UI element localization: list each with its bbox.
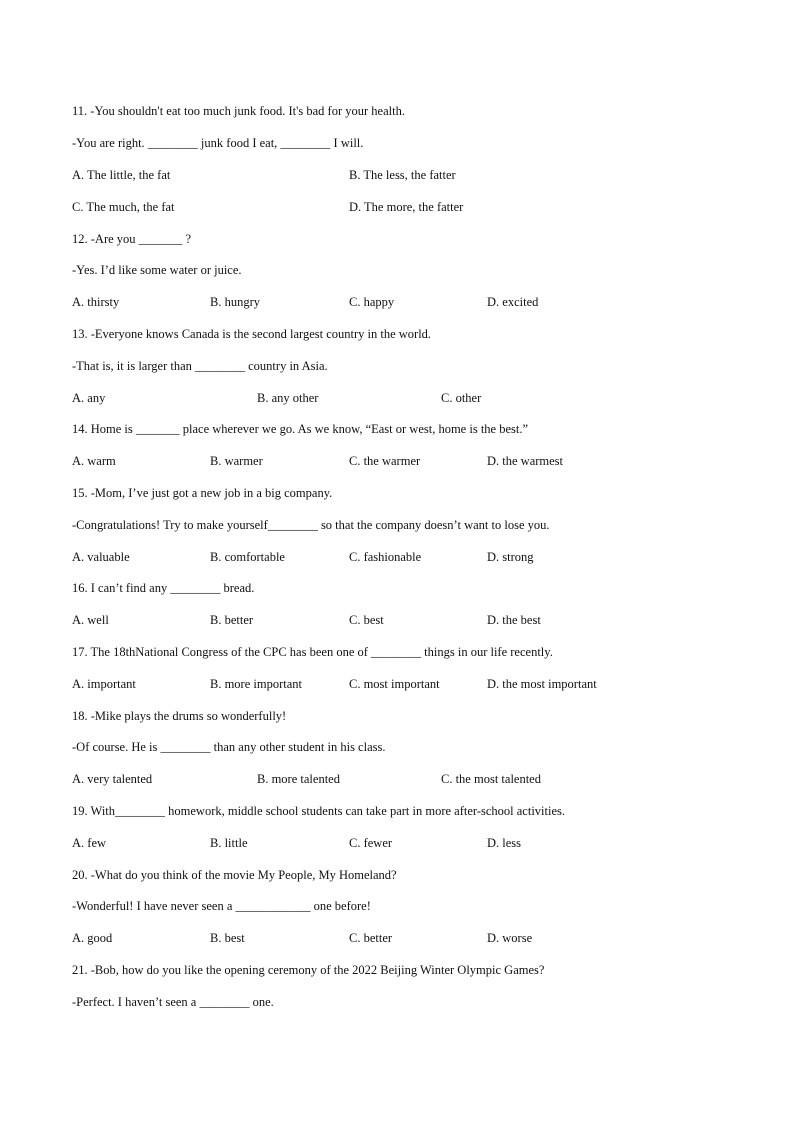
question-12-option-c[interactable]: C. happy: [349, 295, 395, 309]
question-17-option-b[interactable]: B. more important: [210, 677, 302, 691]
question-20-option-d[interactable]: D. worse: [487, 931, 533, 945]
question-19-option-c[interactable]: C. fewer: [349, 836, 393, 850]
question-11-option-a[interactable]: A. The little, the fat: [72, 168, 171, 182]
question-15-option-c[interactable]: C. fashionable: [349, 550, 422, 564]
question-19-option-b[interactable]: B. little: [210, 836, 248, 850]
question-13-option-b[interactable]: B. any other: [257, 391, 319, 405]
question-12-option-d[interactable]: D. excited: [487, 295, 539, 309]
question-12-option-b[interactable]: B. hungry: [210, 295, 260, 309]
question-20-reply: -Wonderful! I have never seen a ____________ one before!: [72, 899, 371, 913]
question-15-option-a[interactable]: A. valuable: [72, 550, 130, 564]
question-15-option-b[interactable]: B. comfortable: [210, 550, 285, 564]
question-13-option-c[interactable]: C. other: [441, 391, 482, 405]
question-16-option-d[interactable]: D. the best: [487, 613, 541, 627]
question-12-option-a[interactable]: A. thirsty: [72, 295, 120, 309]
question-14-stem: 14. Home is _______ place wherever we go. As we know, “East or west, home is the best.”: [72, 422, 529, 436]
question-16-option-b[interactable]: B. better: [210, 613, 254, 627]
question-15-option-d[interactable]: D. strong: [487, 550, 534, 564]
question-19-option-d[interactable]: D. less: [487, 836, 522, 850]
question-18-reply: -Of course. He is ________ than any other student in his class.: [72, 740, 386, 754]
question-12-reply: -Yes. I’d like some water or juice.: [72, 263, 242, 277]
question-15-stem: 15. -Mom, I’ve just got a new job in a big company.: [72, 486, 333, 500]
question-14-option-d[interactable]: D. the warmest: [487, 454, 564, 468]
question-13-stem: 13. -Everyone knows Canada is the second largest country in the world.: [72, 327, 432, 341]
question-14-option-b[interactable]: B. warmer: [210, 454, 263, 468]
question-12-stem: 12. -Are you _______ ?: [72, 232, 192, 246]
question-18-option-c[interactable]: C. the most talented: [441, 772, 541, 786]
question-20-option-c[interactable]: C. better: [349, 931, 393, 945]
question-14-option-a[interactable]: A. warm: [72, 454, 116, 468]
question-15-reply: -Congratulations! Try to make yourself________ so that the company doesn’t want to lose you.: [72, 518, 550, 532]
question-21-stem: 21. -Bob, how do you like the opening ceremony of the 2022 Beijing Winter Olympic Games?: [72, 963, 545, 977]
question-16-option-c[interactable]: C. best: [349, 613, 384, 627]
question-11-option-c[interactable]: C. The much, the fat: [72, 200, 175, 214]
question-18-stem: 18. -Mike plays the drums so wonderfully!: [72, 709, 287, 723]
question-13-reply: -That is, it is larger than ________ country in Asia.: [72, 359, 328, 373]
question-18-option-a[interactable]: A. very talented: [72, 772, 153, 786]
question-13-option-a[interactable]: A. any: [72, 391, 106, 405]
question-20-option-a[interactable]: A. good: [72, 931, 113, 945]
question-20-stem: 20. -What do you think of the movie My People, My Homeland?: [72, 868, 397, 882]
question-14-option-c[interactable]: C. the warmer: [349, 454, 421, 468]
question-17-option-a[interactable]: A. important: [72, 677, 136, 691]
question-16-stem: 16. I can’t find any ________ bread.: [72, 581, 255, 595]
question-17-option-d[interactable]: D. the most important: [487, 677, 597, 691]
question-17-stem: 17. The 18thNational Congress of the CPC has been one of ________ things in our life recently.: [72, 645, 553, 659]
question-11-reply: -You are right. ________ junk food I eat, ________ I will.: [72, 136, 364, 150]
question-19-option-a[interactable]: A. few: [72, 836, 107, 850]
question-17-option-c[interactable]: C. most important: [349, 677, 440, 691]
question-21-reply: -Perfect. I haven’t seen a ________ one.: [72, 995, 274, 1009]
question-11-option-b[interactable]: B. The less, the fatter: [349, 168, 456, 182]
question-16-option-a[interactable]: A. well: [72, 613, 109, 627]
question-18-option-b[interactable]: B. more talented: [257, 772, 340, 786]
question-11-option-d[interactable]: D. The more, the fatter: [349, 200, 464, 214]
question-19-stem: 19. With________ homework, middle school students can take part in more after-school activities.: [72, 804, 565, 818]
question-20-option-b[interactable]: B. best: [210, 931, 245, 945]
question-11-stem: 11. -You shouldn't eat too much junk food. It's bad for your health.: [72, 104, 405, 118]
